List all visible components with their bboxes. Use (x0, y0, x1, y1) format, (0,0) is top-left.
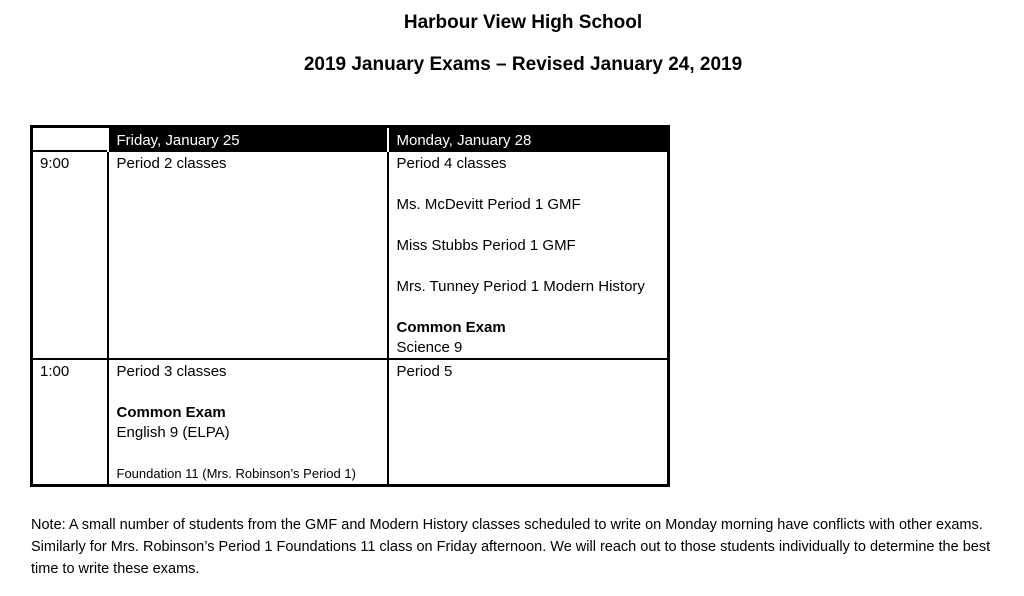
time-cell-9am: 9:00 (32, 151, 108, 359)
table-row-1pm (32, 359, 669, 486)
exam-schedule-table (30, 125, 670, 487)
monday-9am-common-exam-subject: Science 9 (396, 339, 463, 356)
friday-1pm-cell (108, 359, 388, 486)
exam-schedule-title: 2019 January Exams – Revised January 24, 2019 (303, 54, 743, 75)
friday-1pm-foundation: Foundation 11 (Mrs. Robinson’s Period 1) (116, 466, 356, 481)
monday-1pm-cell (388, 359, 669, 486)
column-header-friday: Friday, January 25 (108, 127, 388, 152)
table-row-9am (32, 151, 669, 359)
monday-9am-tunney: Mrs. Tunney Period 1 Modern History (396, 278, 645, 295)
monday-9am-common-exam-label: Common Exam (396, 319, 506, 336)
friday-1pm-common-exam-label: Common Exam (116, 404, 226, 421)
monday-9am-mcdevitt: Ms. McDevitt Period 1 GMF (396, 196, 581, 213)
friday-1pm-common-exam-subject: English 9 (ELPA) (116, 424, 230, 441)
column-header-time (32, 127, 108, 152)
column-header-monday: Monday, January 28 (388, 127, 669, 152)
table-header-row (32, 127, 669, 152)
monday-9am-stubbs: Miss Stubbs Period 1 GMF (396, 237, 576, 254)
school-name-heading: Harbour View High School (403, 12, 643, 33)
schedule-note: Note: A small number of students from the GMF and Modern History classes scheduled to write on Monday morning have conflicts with other exams. Similarly for Mrs. Robinson’s Period 1 Foundations 11 class on Friday afternoon. We will reach out to those students individually to determine the best time to write these exams. (31, 517, 991, 577)
monday-9am-cell (388, 151, 669, 359)
friday-9am-entry: Period 2 classes (116, 155, 227, 172)
friday-1pm-period: Period 3 classes (116, 363, 227, 380)
time-cell-1pm: 1:00 (32, 359, 108, 486)
monday-1pm-entry: Period 5 (396, 363, 453, 380)
friday-9am-cell (108, 151, 388, 359)
monday-9am-period: Period 4 classes (396, 155, 507, 172)
